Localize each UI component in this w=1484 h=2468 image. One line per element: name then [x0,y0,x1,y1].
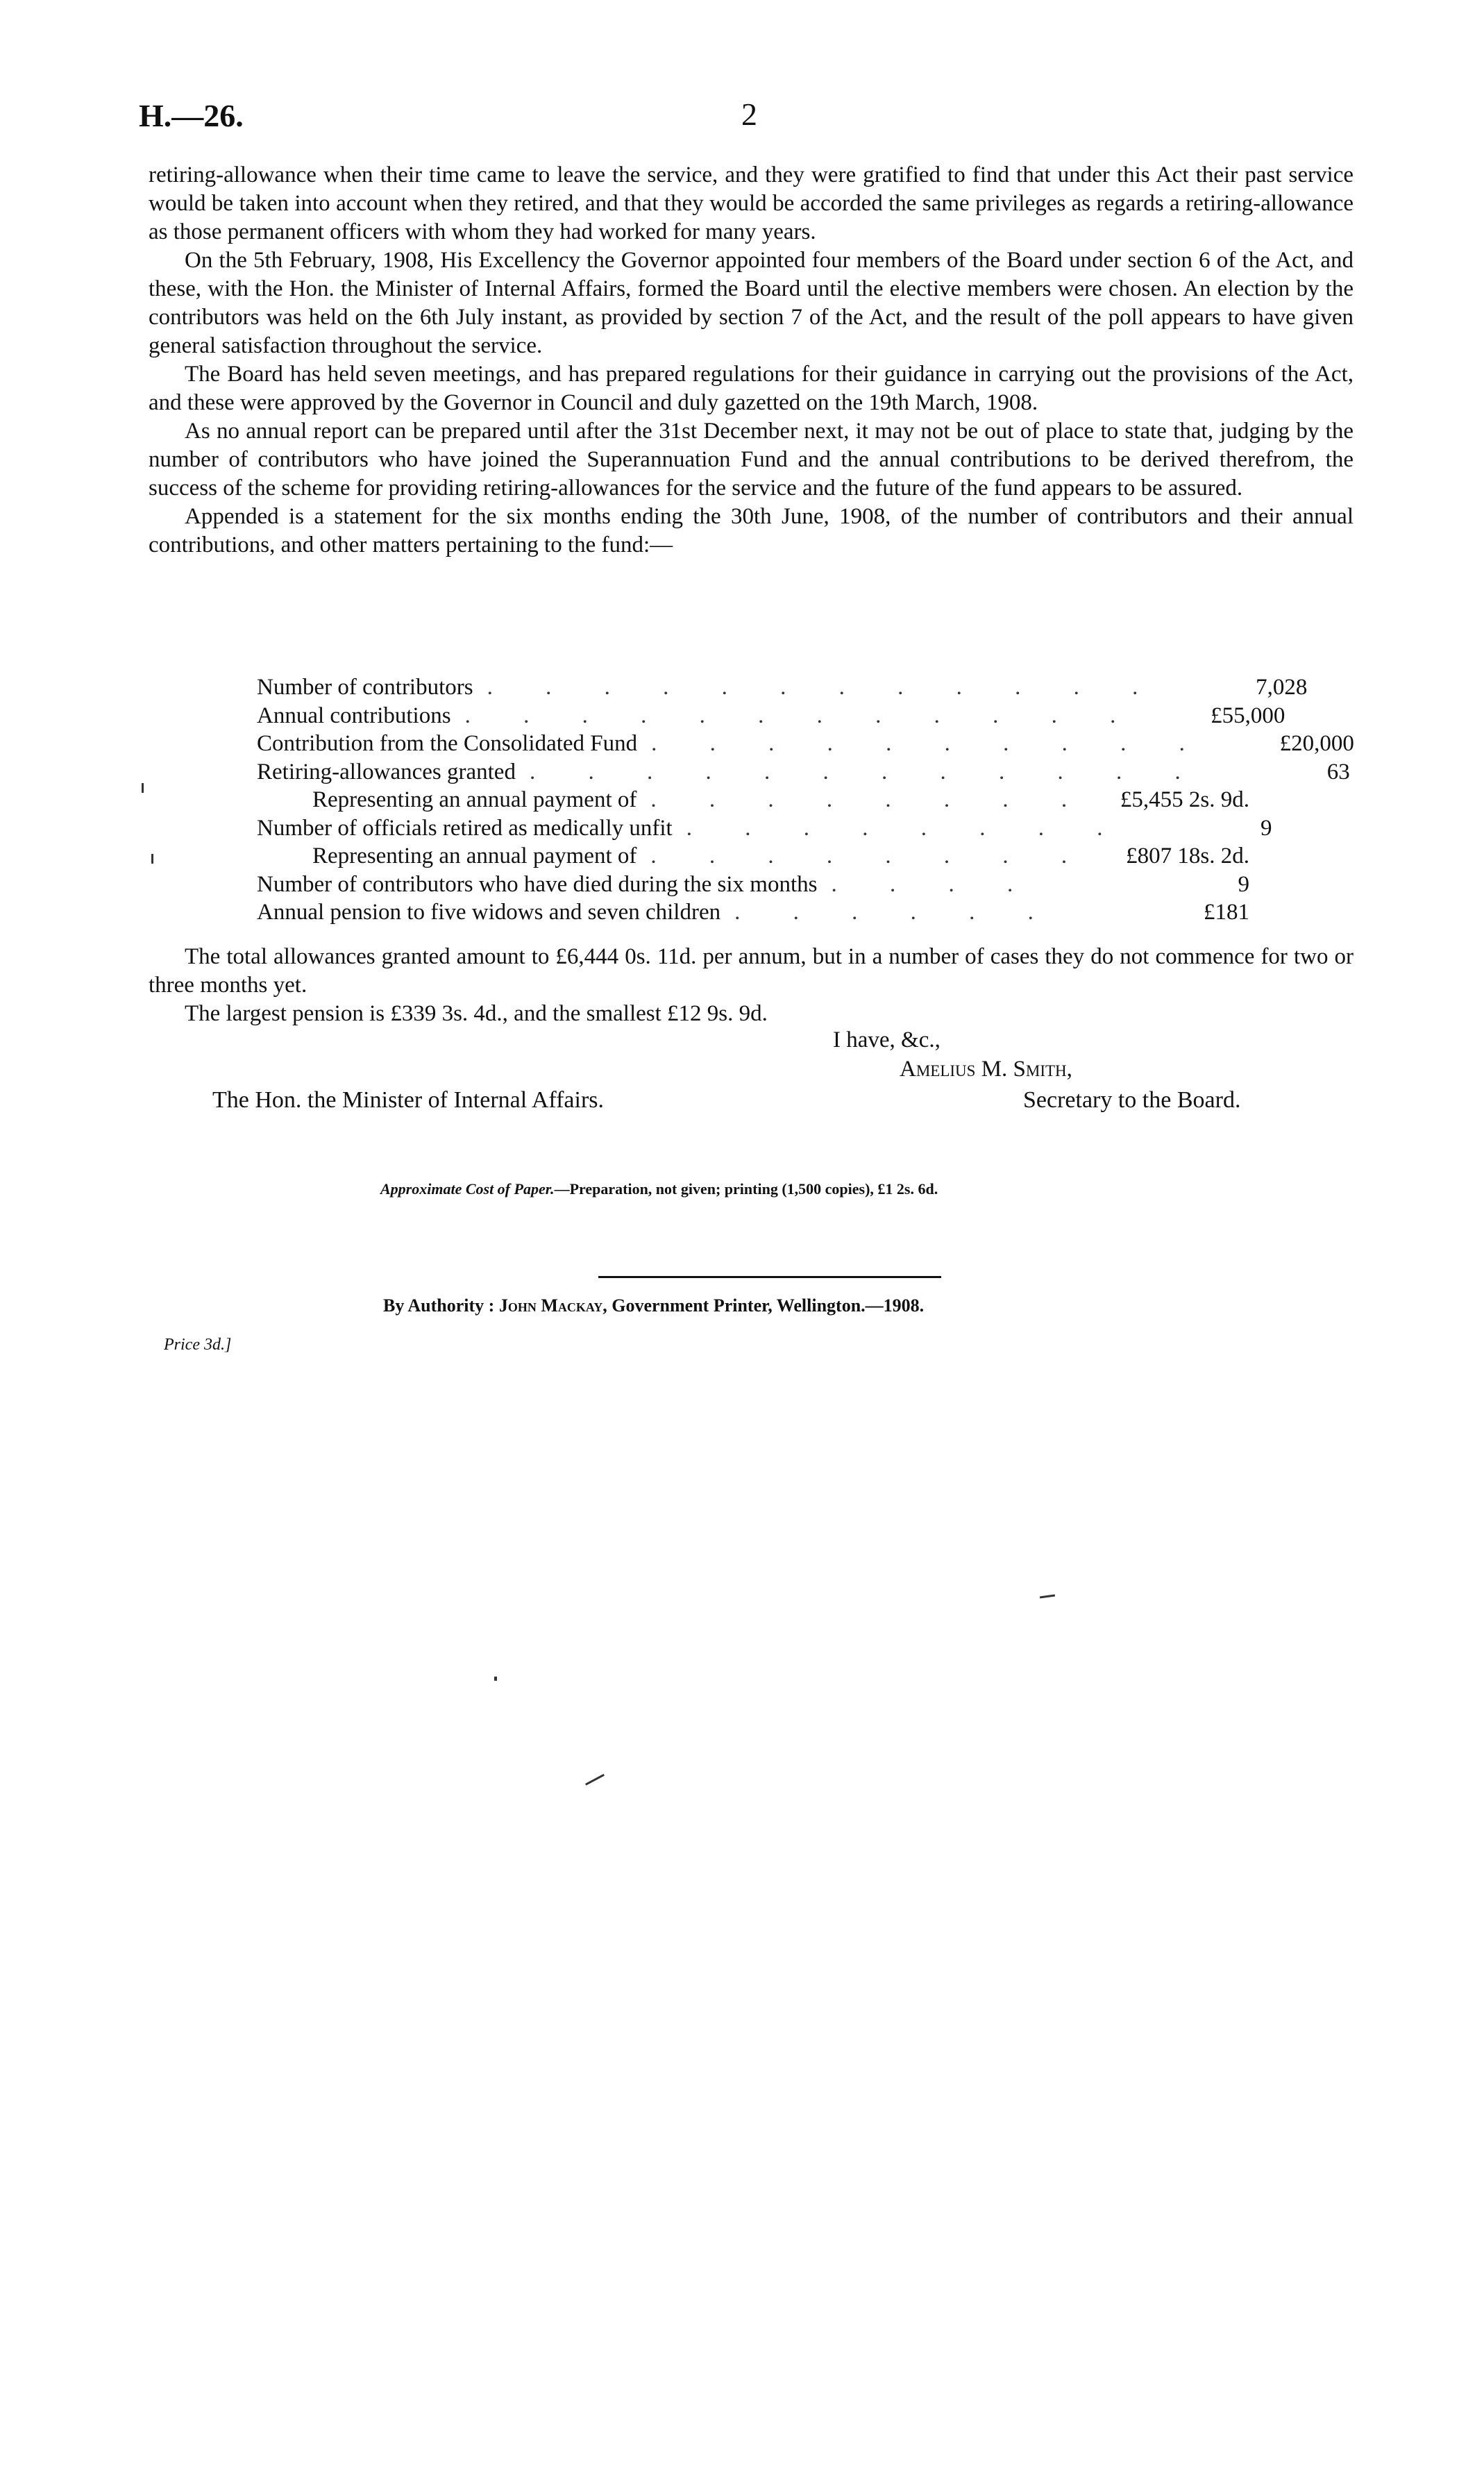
statement-row [257,758,1350,787]
leader-dots: . . . . . . . . [686,815,1127,841]
scan-speck [151,854,153,864]
signer-title: Secretary to the Board. [1023,1087,1241,1113]
statement-value: £55,000 [1211,703,1285,728]
paragraph: retiring-allowance when their time came to leave the service, and they were gratified to find that under this Act their past service would be taken into account when they retired, and that they would be accorded the same privileges as regards a retiring-allowance as those permanent officers with whom they had worked for many years. [149,162,1354,244]
statement-label: Representing an annual payment of [312,787,637,812]
leader-dots: . . . . . . . . . . . . [487,675,1162,700]
leader-dots: . . . . [831,871,1037,897]
leader-dots: . . . . . . . . [650,843,1091,868]
statement-value: £5,455 2s. 9d. [1120,787,1249,812]
statement-table [257,673,1354,927]
letter-greeting: I have, &c., [833,1027,941,1052]
printer-name: John Mackay, [498,1295,607,1316]
statement-label: Contribution from the Consolidated Fund [257,731,638,756]
scan-speck [1040,1594,1055,1598]
leader-dots: . . . . . . . . . . [651,731,1208,756]
page-number: 2 [741,96,757,132]
scan-speck [585,1774,605,1786]
printer-authority [383,1295,924,1316]
document-reference: H.—26. [139,98,244,133]
paragraph: The total allowances granted amount to £6,444 0s. 11d. per annum, but in a number of cases they do not commence for two or three months yet. [149,944,1354,998]
statement-label: Number of contributors who have died during the six months [257,871,818,897]
scan-speck [494,1677,497,1681]
leader-dots: . . . . . . . . . . . . [529,759,1204,784]
statement-value: 7,028 [1256,675,1308,700]
statement-row [257,730,1354,758]
statement-label: Retiring-allowances granted [257,759,516,784]
divider-rule [598,1276,941,1278]
price-note: Price 3d.] [164,1336,232,1354]
statement-value: £181 [1204,900,1249,925]
printer-details: Government Printer, Wellington.—1908. [612,1295,925,1316]
statement-label: Number of officials retired as medically unfit [257,815,673,841]
cost-text: —Preparation, not given; printing (1,500 copies), £1 2s. 6d. [554,1180,938,1198]
cost-label: Approximate Cost of Paper. [380,1180,555,1198]
body-text [149,161,1354,560]
cost-note [380,1180,938,1198]
paragraph: As no annual report can be prepared until after the 31st December next, it may not be out of place to state that, judging by the number of contributors who have joined the Superannuation Fund and the annual contributions to be derived therefrom, the success of the scheme for providing retiring-allowances for the service and the future of the fund appears to be assured. [149,419,1354,501]
letter-addressee: The Hon. the Minister of Internal Affairs. [212,1087,605,1113]
statement-row [257,814,1272,843]
paragraph: On the 5th February, 1908, His Excellency the Governor appointed four members of the Board under section 6 of the Act, and these, with the Hon. the Minister of Internal Affairs, formed the Board until the elective members were chosen. An election by the contributors was held on the 6th July instant, as provided by section 7 of the Act, and the result of the poll appears to have given general satisfaction throughout the service. [149,248,1354,358]
statement-value: £807 18s. 2d. [1126,843,1249,868]
closing-text [149,943,1354,1028]
statement-value: 9 [1238,871,1249,897]
letter-signer: Amelius M. Smith, [900,1057,1072,1082]
statement-value: £20,000 [1279,731,1354,756]
statement-row [257,786,1249,814]
statement-label: Representing an annual payment of [312,843,637,868]
paragraph: Appended is a statement for the six months ending the 30th June, 1908, of the number of contributors and their annual contributions, and other matters pertaining to the fund:— [149,504,1354,557]
leader-dots: . . . . . . . . [650,787,1091,812]
scan-speck [142,783,144,793]
statement-label: Number of contributors [257,675,473,700]
paragraph: The largest pension is £339 3s. 4d., and the smallest £12 9s. 9d. [185,1001,768,1026]
statement-value: 9 [1260,815,1272,841]
statement-row [257,898,1249,927]
statement-label: Annual contributions [257,703,451,728]
authority-prefix: By Authority : [383,1295,495,1316]
leader-dots: . . . . . . . . . . . . [464,703,1140,728]
statement-label: Annual pension to five widows and seven children [257,900,721,925]
statement-row [257,702,1285,730]
statement-row [257,842,1249,871]
statement-row [257,673,1308,702]
leader-dots: . . . . . . [734,900,1057,925]
statement-value: 63 [1326,759,1350,784]
paragraph: The Board has held seven meetings, and has prepared regulations for their guidance in carrying out the provisions of the Act, and these were approved by the Governor in Council and duly gazetted on the 19th March, 1908. [149,362,1354,415]
statement-row [257,871,1249,899]
